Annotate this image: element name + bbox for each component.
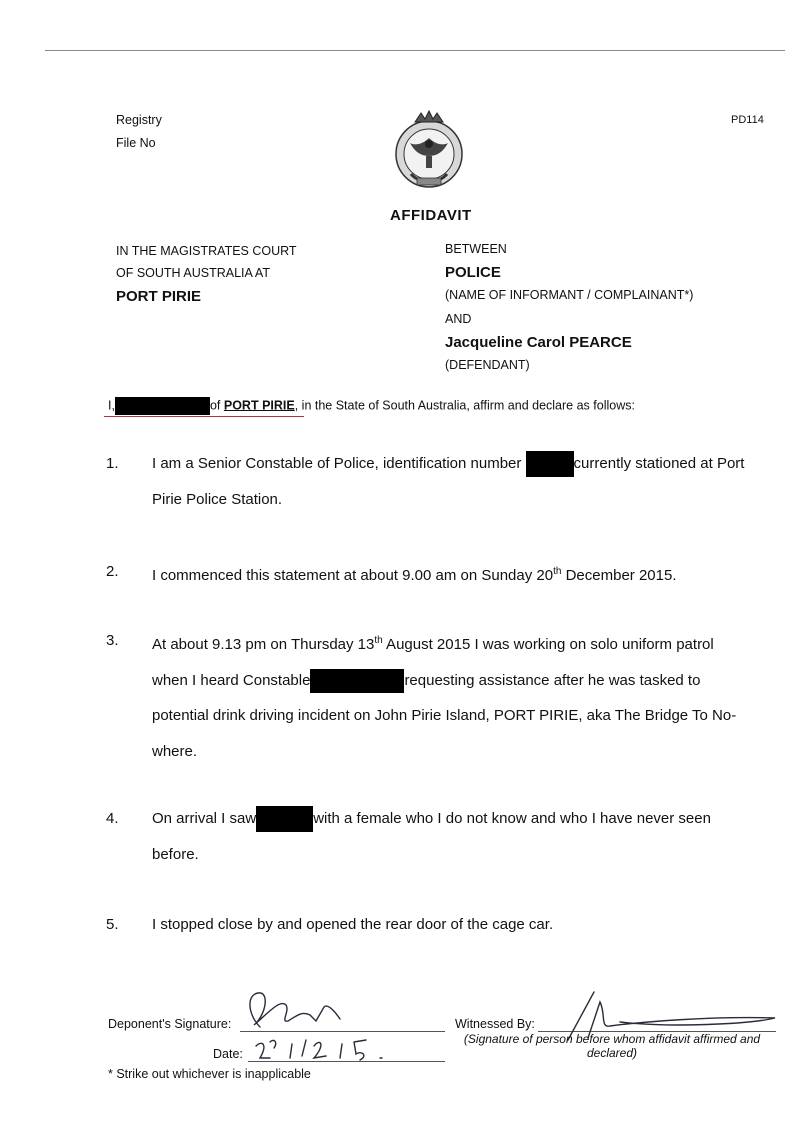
redaction-block <box>256 806 313 832</box>
defendant-name: Jacqueline Carol PEARCE <box>445 334 632 351</box>
para-5: I stopped close by and opened the rear door of the cage car. <box>152 916 554 933</box>
intro-place: PORT PIRIE <box>223 398 295 413</box>
witness-note-line-1: (Signature of person before whom affidavit affirmed and <box>463 1032 761 1046</box>
registry-label: Registry <box>116 113 162 127</box>
date-label: Date: <box>213 1047 243 1061</box>
intro-line <box>108 397 635 415</box>
para-4-b: with a female who I do not know and who I have never seen <box>313 810 711 827</box>
strike-out-note: * Strike out whichever is inapplicable <box>108 1067 311 1081</box>
para-2-number: 2. <box>106 563 119 580</box>
intro-prefix: I, <box>108 398 115 413</box>
court-line-2: OF SOUTH AUSTRALIA AT <box>116 266 270 280</box>
para-3-number: 3. <box>106 632 119 649</box>
para-3 <box>152 623 782 769</box>
top-rule <box>45 50 785 51</box>
para-1 <box>152 446 782 517</box>
para-2-a: I commenced this statement at about 9.00 am on Sunday 20 <box>152 567 554 584</box>
witness-note <box>462 1032 762 1060</box>
intro-of: of <box>209 398 221 413</box>
witnessed-by-label: Witnessed By: <box>455 1017 535 1031</box>
informant-note: (NAME OF INFORMANT / COMPLAINANT*) <box>445 288 694 302</box>
page-title: AFFIDAVIT <box>390 207 472 224</box>
redaction-block <box>115 397 210 415</box>
court-place: PORT PIRIE <box>116 288 202 305</box>
para-3-a: At about 9.13 pm on Thursday 13 <box>152 636 375 653</box>
para-3-d: requesting assistance after he was tasked to <box>404 671 701 689</box>
para-3-b: August 2015 I was working on solo uniform patrol <box>382 636 714 653</box>
redaction-block <box>526 451 574 477</box>
informant-name: POLICE <box>445 264 501 281</box>
para-1-number: 1. <box>106 455 119 472</box>
and-label: AND <box>445 312 472 326</box>
para-2-sup: th <box>553 566 562 577</box>
handwritten-date-image <box>252 1034 402 1064</box>
parties-block <box>445 242 693 372</box>
intro-rest: , in the State of South Australia, affirm and declare as follows: <box>294 398 635 413</box>
file-no-label: File No <box>116 136 156 150</box>
para-4-number: 4. <box>106 810 119 827</box>
para-1-c: Pirie Police Station. <box>152 490 283 508</box>
para-1-b: currently stationed at Port <box>573 455 745 472</box>
police-seal-icon <box>393 108 465 196</box>
deponent-signature-label: Deponent's Signature: <box>108 1017 232 1031</box>
intro-underline <box>104 416 304 417</box>
form-code: PD114 <box>731 114 764 126</box>
para-4-c: before. <box>152 845 199 863</box>
para-2-b: December 2015. <box>561 567 677 584</box>
para-4 <box>152 801 782 872</box>
para-3-sup: th <box>374 635 383 646</box>
between-label: BETWEEN <box>445 242 507 256</box>
redaction-block <box>310 669 404 693</box>
para-3-f: where. <box>152 742 198 760</box>
para-1-a: I am a Senior Constable of Police, identification number <box>152 455 522 472</box>
para-3-e: potential drink driving incident on John Pirie Island, PORT PIRIE, aka The Bridge To No- <box>152 707 737 724</box>
para-5-number: 5. <box>106 916 119 933</box>
court-line-1: IN THE MAGISTRATES COURT <box>116 244 297 258</box>
para-2 <box>152 554 677 594</box>
court-block <box>116 240 297 308</box>
deponent-signature-image <box>240 985 360 1035</box>
witness-note-line-2: declared) <box>586 1046 638 1060</box>
para-4-a: On arrival I saw <box>152 810 257 827</box>
defendant-note: (DEFENDANT) <box>445 358 530 372</box>
para-3-c: when I heard Constable <box>152 671 311 689</box>
